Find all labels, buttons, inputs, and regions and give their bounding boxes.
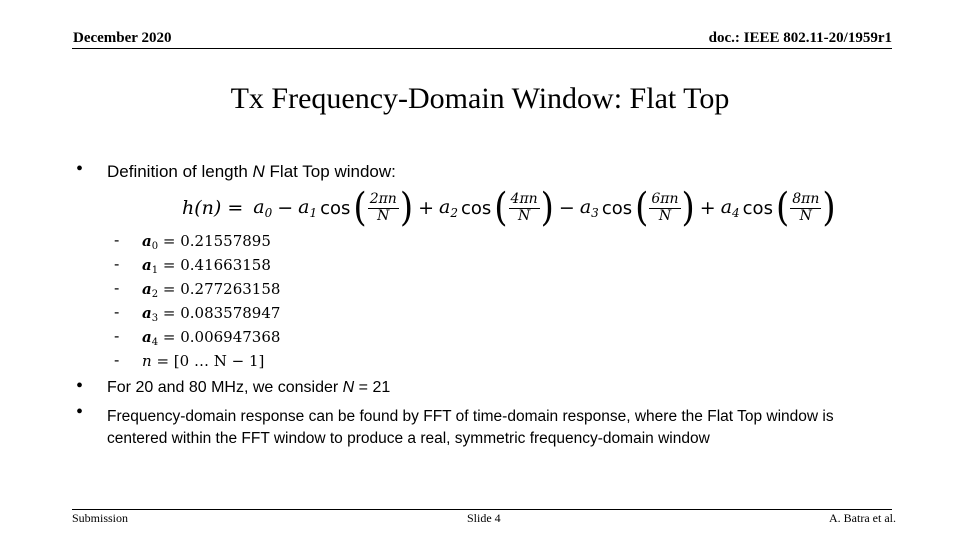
formula-coef-a3: $a_3$ <box>579 196 599 220</box>
formula-coef-a2: $a_2$ <box>439 196 458 220</box>
coefficient-item-a2: $a_2 = 0.277263158$ <box>142 280 281 300</box>
footer-slide-number: Slide 4 <box>467 511 501 525</box>
formula-cos: cos <box>320 197 351 219</box>
formula-fraction: $\frac{8\pi n}{N}$ <box>792 191 820 224</box>
bullet-definition-suffix: Flat Top window: <box>264 162 396 181</box>
header-rule <box>72 48 892 49</box>
formula-op: − <box>277 197 294 219</box>
bullet-marker: • <box>76 401 84 423</box>
formula-lhs: h(n) = <box>182 197 244 219</box>
bullet-marker: • <box>76 375 84 397</box>
header-date: December 2020 <box>73 30 172 46</box>
footer-submission: Submission <box>72 511 129 525</box>
slide-title: Tx Frequency-Domain Window: Flat Top <box>230 82 730 115</box>
header-doc-id: doc.: IEEE 802.11-20/1959r1 <box>708 30 892 46</box>
coefficient-item-a4: $a_4 = 0.006947368$ <box>142 328 281 348</box>
list-dash: - <box>114 256 120 273</box>
list-dash: - <box>114 352 120 369</box>
coefficient-item-a0: $a_0 = 0.21557895$ <box>142 232 271 252</box>
list-dash: - <box>114 304 120 321</box>
bullet-definition <box>107 162 396 182</box>
list-dash: - <box>114 232 120 249</box>
bullet-n-value: For 20 and 80 MHz, we consider N = 21 <box>107 379 391 396</box>
formula-fraction: $\frac{6\pi n}{N}$ <box>651 191 679 224</box>
footer-authors: A. Batra et al. <box>829 511 896 525</box>
coefficient-item-a3: $a_3 = 0.083578947$ <box>142 304 281 324</box>
formula-cos: cos <box>742 197 773 219</box>
bullet-marker: • <box>76 158 84 180</box>
formula-op: + <box>699 197 716 219</box>
footer-rule <box>72 509 892 510</box>
range-item: n = [0 … N − 1] <box>142 352 265 370</box>
bullet-definition-prefix: Definition of length <box>107 162 253 181</box>
formula-coef-a0: $a_0$ <box>253 196 273 220</box>
flat-top-formula: h(n) = $a_0$ − $a_1$ cos ( $\frac{2\pi n}{N}$ ) + $a_2$ cos ( $\frac{4\pi n}{N}$ ) − $a_3$ cos ( $\frac{6\pi n}{N}$ ) + $a_4$ cos ( $\frac{8\pi n}{N}$ ) <box>182 185 836 231</box>
formula-fraction: $\frac{4\pi n}{N}$ <box>510 191 538 224</box>
formula-coef-a1: $a_1$ <box>298 196 318 220</box>
formula-op: − <box>558 197 575 219</box>
formula-cos: cos <box>601 197 633 219</box>
formula-op: + <box>418 197 434 219</box>
formula-fraction: $\frac{2\pi n}{N}$ <box>369 191 397 224</box>
bullet-definition-var: N <box>252 162 265 181</box>
list-dash: - <box>114 328 120 345</box>
formula-coef-a4: $a_4$ <box>720 196 740 220</box>
coefficient-item-a1: $a_1 = 0.41663158$ <box>142 256 271 276</box>
bullet-frequency-response: Frequency-domain response can be found by FFT of time-domain response, where the Flat Top window is centered within the FFT window to produce a real, symmetric frequency-domain window <box>107 408 834 447</box>
formula-cos: cos <box>460 197 492 219</box>
list-dash: - <box>114 280 120 297</box>
